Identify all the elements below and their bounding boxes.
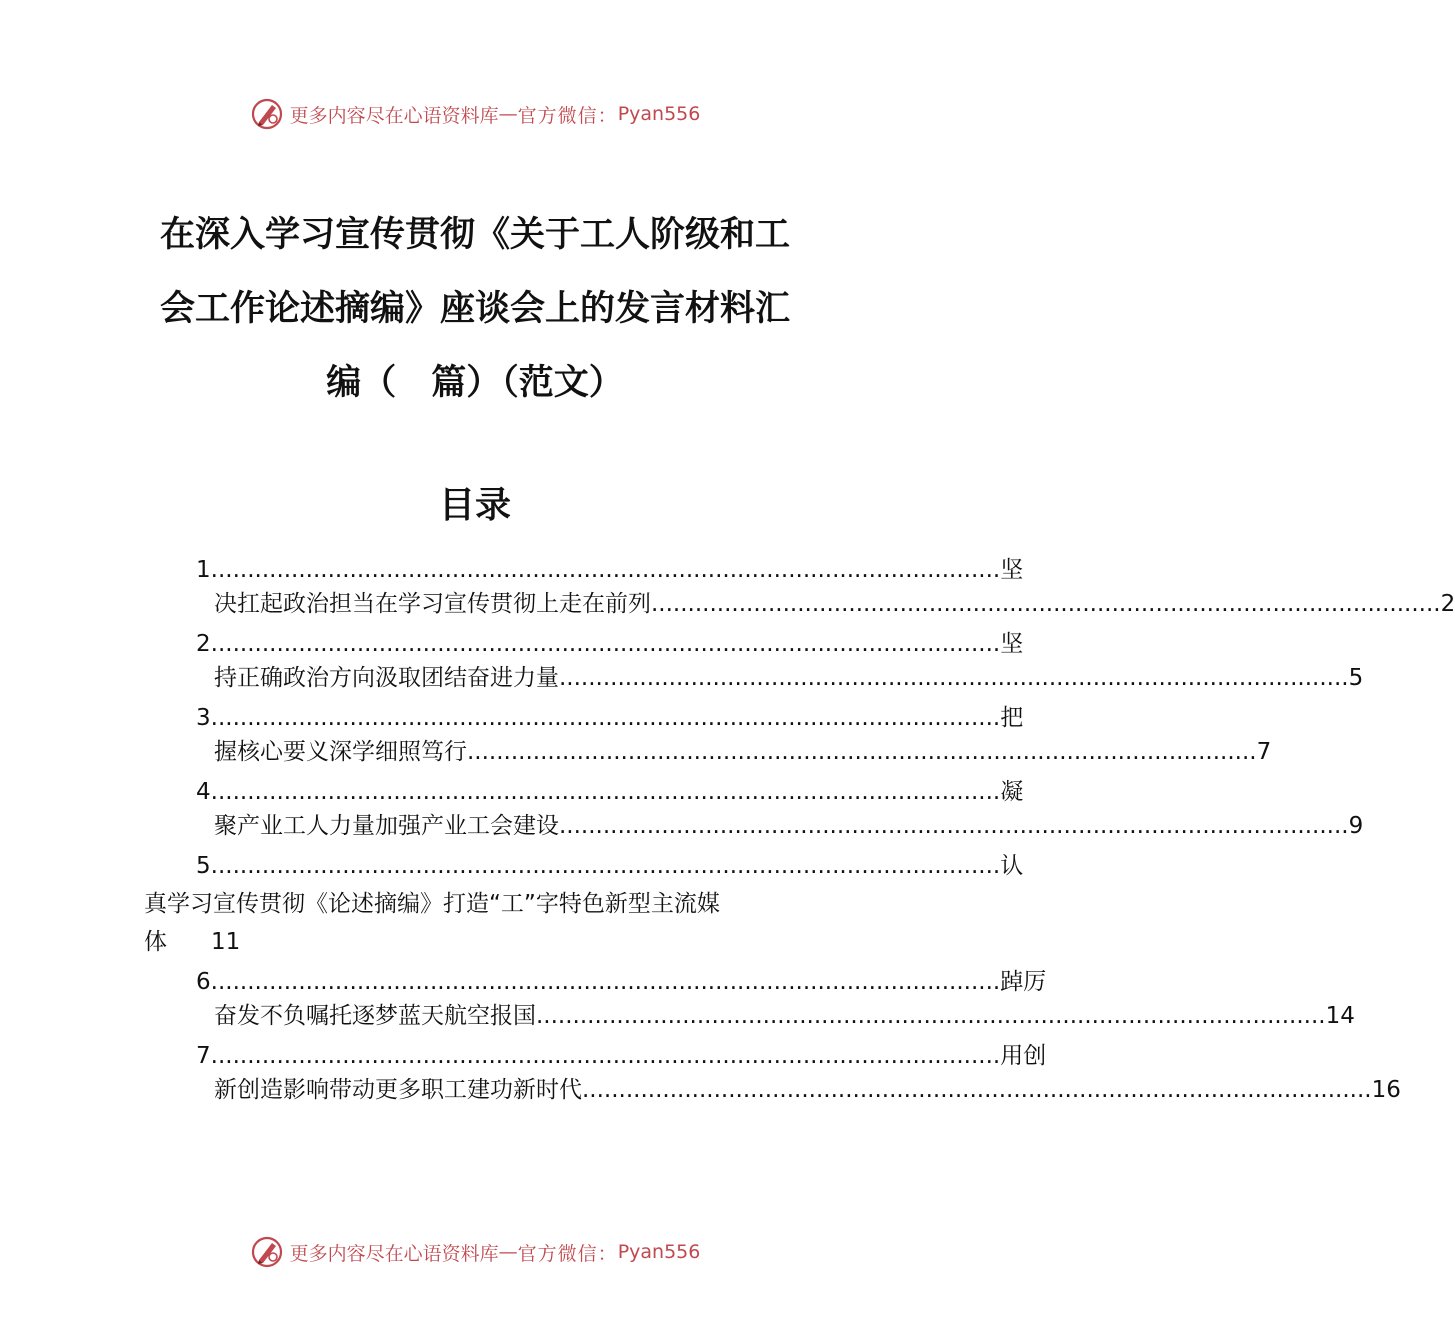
toc-entry-page: 9 — [1348, 813, 1364, 839]
toc-entry-3-line1[interactable] — [196, 701, 1024, 735]
toc-entry-text: 奋发不负嘱托逐梦蓝天航空报国 — [214, 1003, 536, 1029]
toc-entry-6-line2[interactable] — [214, 999, 1355, 1033]
toc-entry-7-line2[interactable] — [214, 1073, 1401, 1107]
banner-wechat-label: 官方微信： — [517, 1242, 618, 1265]
header-banner — [0, 94, 950, 134]
toc-entry-head: 凝 — [1000, 779, 1024, 805]
toc-entry-text: 聚产业工人力量加强产业工会建设 — [214, 813, 559, 839]
title-line-3: 编（ 篇）（范文） — [326, 362, 624, 403]
toc-entry-page: 16 — [1371, 1077, 1401, 1103]
toc-entry-number: 2 — [196, 631, 211, 657]
banner-dash: — — [498, 103, 518, 125]
leader-dots: ............................................................................................................ — [536, 1003, 1326, 1029]
leader-dots: ............................................................................................................ — [210, 779, 1001, 805]
toc-entry-number: 5 — [196, 853, 211, 879]
toc-entry-head: 用创 — [1000, 1043, 1047, 1069]
pen-logo-icon — [250, 1235, 284, 1269]
toc-entry-text: 体 — [144, 929, 167, 955]
footer-banner — [0, 1232, 950, 1272]
toc-entry-5-line1[interactable] — [196, 849, 1024, 883]
leader-dots: ............................................................................................................ — [210, 631, 1001, 657]
leader-dots: ............................................................................................................ — [210, 1043, 1001, 1069]
toc-entry-head: 踔厉 — [1000, 969, 1047, 995]
leader-dots: ............................................................................................................ — [559, 665, 1349, 691]
pen-logo-icon — [250, 97, 284, 131]
toc-entry-2-line2[interactable] — [214, 661, 1364, 695]
toc-entry-2-line1[interactable] — [196, 627, 1024, 661]
leader-dots: ............................................................................................................ — [210, 557, 1001, 583]
toc-entry-7-line1[interactable] — [196, 1039, 1047, 1073]
toc-entry-text: 新创造影响带动更多职工建功新时代 — [214, 1077, 582, 1103]
banner-wechat-label: 官方微信： — [517, 104, 618, 127]
banner-handle: Pyan556 — [617, 103, 701, 125]
title-line-1: 在深入学习宣传贯彻《关于工人阶级和工 — [159, 214, 790, 255]
banner-handle: Pyan556 — [617, 1241, 701, 1263]
toc-entry-page: 2 — [1440, 591, 1455, 617]
leader-dots: ............................................................................................................ — [559, 813, 1349, 839]
toc-entry-text: 持正确政治方向汲取团结奋进力量 — [214, 665, 559, 691]
leader-dots: ............................................................................................................ — [651, 591, 1441, 617]
toc-entry-number: 6 — [196, 969, 211, 995]
toc-entry-head: 认 — [1000, 853, 1024, 879]
toc-heading: 目录 — [438, 484, 511, 526]
toc-entry-number: 3 — [196, 705, 211, 731]
banner-dash: — — [498, 1241, 518, 1263]
toc-entry-page: 7 — [1256, 739, 1272, 765]
leader-dots: ............................................................................................................ — [210, 853, 1001, 879]
toc-entry-number: 1 — [196, 557, 211, 583]
toc-entry-number: 4 — [196, 779, 211, 805]
toc-entry-head: 把 — [1000, 705, 1024, 731]
toc-entry-head: 坚 — [1000, 631, 1024, 657]
toc-entry-5-line3[interactable] — [144, 925, 240, 959]
banner-brand: 更多内容尽在心语资料库 — [289, 1242, 499, 1265]
banner-brand: 更多内容尽在心语资料库 — [289, 104, 499, 127]
toc-entry-text: 决扛起政治担当在学习宣传贯彻上走在前列 — [214, 591, 651, 617]
toc-entry-1-line1[interactable] — [196, 553, 1024, 587]
title-line-2: 会工作论述摘编》座谈会上的发言材料汇 — [159, 288, 790, 329]
leader-dots: ............................................................................................................ — [467, 739, 1257, 765]
toc-entry-number: 7 — [196, 1043, 211, 1069]
leader-dots: ............................................................................................................ — [582, 1077, 1372, 1103]
toc-entry-6-line1[interactable] — [196, 965, 1047, 999]
toc-entry-4-line2[interactable] — [214, 809, 1364, 843]
toc-entry-3-line2[interactable] — [214, 735, 1272, 769]
toc-entry-page: 11 — [211, 929, 241, 955]
toc-entry-5-line2[interactable]: 真学习宣传贯彻《论述摘编》打造“工”字特色新型主流媒 — [144, 891, 720, 917]
leader-dots: ............................................................................................................ — [210, 705, 1001, 731]
toc-entry-text: 握核心要义深学细照笃行 — [214, 739, 467, 765]
toc-entry-1-line2[interactable] — [214, 587, 1455, 621]
leader-dots: ............................................................................................................ — [210, 969, 1001, 995]
document-title — [150, 198, 800, 420]
toc-entry-page: 5 — [1348, 665, 1364, 691]
toc-entry-head: 坚 — [1000, 557, 1024, 583]
toc-entry-4-line1[interactable] — [196, 775, 1024, 809]
toc-entry-page: 14 — [1325, 1003, 1355, 1029]
